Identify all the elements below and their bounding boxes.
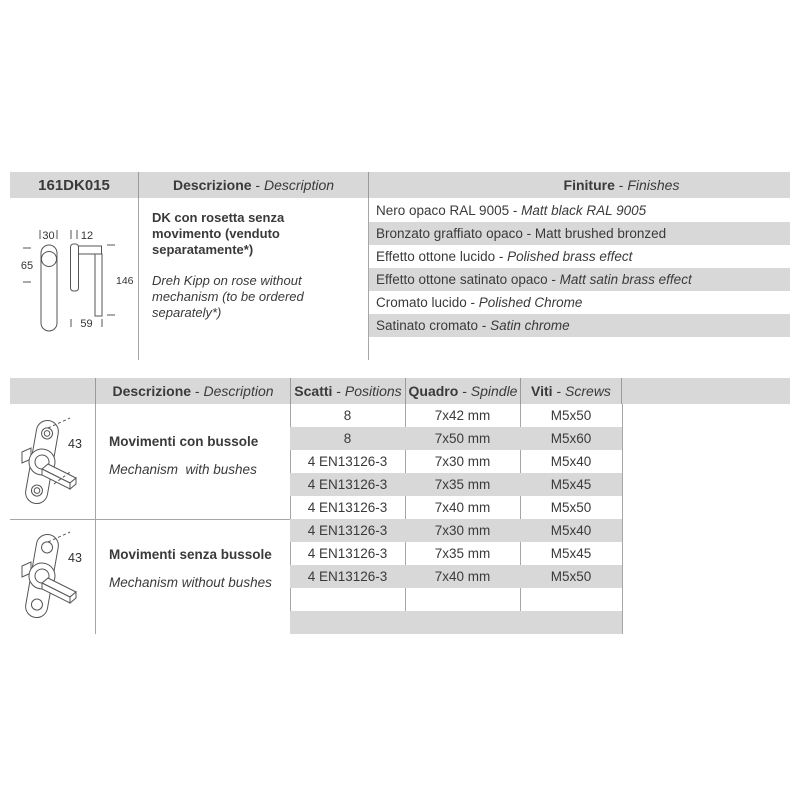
description-column-header-en: Description bbox=[203, 383, 274, 399]
description-column-header bbox=[95, 378, 290, 404]
spindle-column-header-it: Quadro bbox=[408, 383, 459, 399]
finish-it: Bronzato graffiato opaco bbox=[376, 226, 523, 241]
finish-row bbox=[369, 314, 790, 337]
separator: - bbox=[547, 272, 560, 287]
group-description-without-bushes bbox=[96, 547, 290, 590]
finishes-header-it: Finiture bbox=[563, 177, 615, 193]
mechanism-rows bbox=[290, 404, 622, 634]
finish-it: Satinato cromato bbox=[376, 318, 479, 333]
positions-value: 4 EN13126-3 bbox=[307, 546, 388, 561]
finish-row bbox=[369, 222, 790, 245]
finish-row bbox=[369, 268, 790, 291]
screws-value: M5x45 bbox=[550, 477, 592, 492]
separator: - bbox=[458, 383, 471, 399]
screws-column-header-en: Screws bbox=[565, 383, 611, 399]
empty-cell bbox=[290, 588, 405, 611]
screws-value: M5x50 bbox=[550, 500, 592, 515]
finish-en: Satin chrome bbox=[490, 318, 570, 333]
finishes-header bbox=[368, 172, 790, 198]
spindle-value: 7x50 mm bbox=[434, 431, 491, 446]
mechanism-table bbox=[10, 378, 790, 634]
empty-cell bbox=[520, 611, 622, 634]
finish-row bbox=[369, 199, 790, 222]
group-it: Movimenti con bussole bbox=[109, 434, 259, 449]
empty-row bbox=[290, 611, 622, 634]
table-row bbox=[290, 519, 622, 542]
product-description-it: DK con rosetta senza movimento (venduto separatamente*) bbox=[152, 210, 285, 257]
description-header-en: Description bbox=[264, 177, 335, 193]
screws-value: M5x50 bbox=[550, 408, 592, 423]
separator: - bbox=[466, 295, 479, 310]
finish-en: Polished brass effect bbox=[507, 249, 633, 264]
finish-en: Matt black RAL 9005 bbox=[521, 203, 647, 218]
positions-value: 4 EN13126-3 bbox=[307, 523, 388, 538]
finish-en: Matt brushed bronzed bbox=[534, 226, 667, 241]
spindle-value: 7x40 mm bbox=[434, 569, 491, 584]
empty-cell bbox=[405, 588, 520, 611]
handle-dimension-drawing bbox=[10, 198, 138, 360]
screws-value: M5x40 bbox=[550, 454, 592, 469]
separator: - bbox=[191, 383, 204, 399]
table-row bbox=[290, 450, 622, 473]
positions-value: 4 EN13126-3 bbox=[307, 500, 388, 515]
screws-value: M5x45 bbox=[550, 546, 592, 561]
product-description bbox=[139, 198, 368, 360]
separator: - bbox=[509, 203, 522, 218]
positions-column-header bbox=[290, 378, 405, 404]
screws-column-header bbox=[520, 378, 622, 404]
finishes-list bbox=[369, 199, 790, 337]
product-description-en: Dreh Kipp on rose without mechanism (to be ordered separately*) bbox=[152, 273, 308, 320]
product-code: 161DK015 bbox=[38, 176, 110, 194]
rosette-with-bushes-drawing bbox=[12, 412, 94, 518]
spindle-column-header bbox=[405, 378, 520, 404]
empty-cell bbox=[290, 611, 405, 634]
spindle-value: 7x42 mm bbox=[434, 408, 491, 423]
description-column-header-it: Descrizione bbox=[112, 383, 192, 399]
dim-side-depth: 59 bbox=[80, 318, 93, 330]
separator: - bbox=[332, 383, 345, 399]
dim-rosette-height: 43 bbox=[68, 437, 82, 451]
description-header-it: Descrizione bbox=[172, 177, 252, 193]
table-row bbox=[290, 496, 622, 519]
positions-value: 4 EN13126-3 bbox=[307, 454, 388, 469]
separator: - bbox=[495, 249, 508, 264]
mechanism-table-header bbox=[10, 378, 790, 404]
dim-rosette-height: 43 bbox=[68, 551, 82, 565]
mechanism-table-body bbox=[10, 404, 790, 634]
group-divider bbox=[10, 519, 290, 520]
description-header bbox=[138, 172, 368, 198]
table-row bbox=[290, 542, 622, 565]
spindle-column-header-en: Spindle bbox=[470, 383, 518, 399]
table-row bbox=[290, 473, 622, 496]
column-divider bbox=[622, 404, 623, 634]
empty-cell bbox=[405, 611, 520, 634]
separator: - bbox=[478, 318, 491, 333]
positions-column-header-it: Scatti bbox=[294, 383, 333, 399]
positions-value: 4 EN13126-3 bbox=[307, 569, 388, 584]
group-description-with-bushes bbox=[96, 434, 290, 477]
screws-value: M5x60 bbox=[550, 431, 592, 446]
group-en: Mechanism with bushes bbox=[109, 462, 257, 477]
separator: - bbox=[614, 177, 628, 193]
positions-value: 4 EN13126-3 bbox=[307, 477, 388, 492]
finish-it: Cromato lucido bbox=[376, 295, 467, 310]
screws-value: M5x40 bbox=[550, 523, 592, 538]
finishes-header-en: Finishes bbox=[627, 177, 680, 193]
dim-front-height: 65 bbox=[20, 260, 34, 272]
empty-header-cell bbox=[10, 378, 95, 404]
dim-front-width: 30 bbox=[42, 230, 55, 242]
rosette-without-bushes-drawing bbox=[12, 526, 94, 632]
top-spec-table bbox=[10, 172, 790, 360]
spindle-value: 7x35 mm bbox=[434, 477, 491, 492]
spindle-value: 7x30 mm bbox=[434, 454, 491, 469]
spindle-value: 7x30 mm bbox=[434, 523, 491, 538]
empty-cell bbox=[520, 588, 622, 611]
spindle-value: 7x40 mm bbox=[434, 500, 491, 515]
finish-it: Effetto ottone lucido bbox=[376, 249, 496, 264]
screws-value: M5x50 bbox=[550, 569, 592, 584]
table-row bbox=[290, 427, 622, 450]
separator: - bbox=[522, 226, 535, 241]
positions-column-header-en: Positions bbox=[344, 383, 402, 399]
dim-side-height: 146 bbox=[116, 275, 134, 287]
separator: - bbox=[251, 177, 264, 193]
group-it: Movimenti senza bussole bbox=[109, 547, 272, 562]
separator: - bbox=[552, 383, 566, 399]
positions-value: 8 bbox=[343, 408, 352, 423]
finish-it: Nero opaco RAL 9005 bbox=[376, 203, 510, 218]
positions-value: 8 bbox=[343, 431, 352, 446]
top-table-body bbox=[10, 198, 790, 360]
finish-row bbox=[369, 245, 790, 268]
finish-en: Polished Chrome bbox=[478, 295, 583, 310]
finish-row bbox=[369, 291, 790, 314]
finish-it: Effetto ottone satinato opaco bbox=[376, 272, 548, 287]
spindle-value: 7x35 mm bbox=[434, 546, 491, 561]
group-en: Mechanism without bushes bbox=[109, 575, 272, 590]
dim-side-width: 12 bbox=[80, 230, 94, 242]
table-row bbox=[290, 565, 622, 588]
empty-row bbox=[290, 588, 622, 611]
finish-en: Matt satin brass effect bbox=[559, 272, 692, 287]
table-row bbox=[290, 404, 622, 427]
top-table-header bbox=[10, 172, 790, 198]
screws-column-header-it: Viti bbox=[531, 383, 553, 399]
